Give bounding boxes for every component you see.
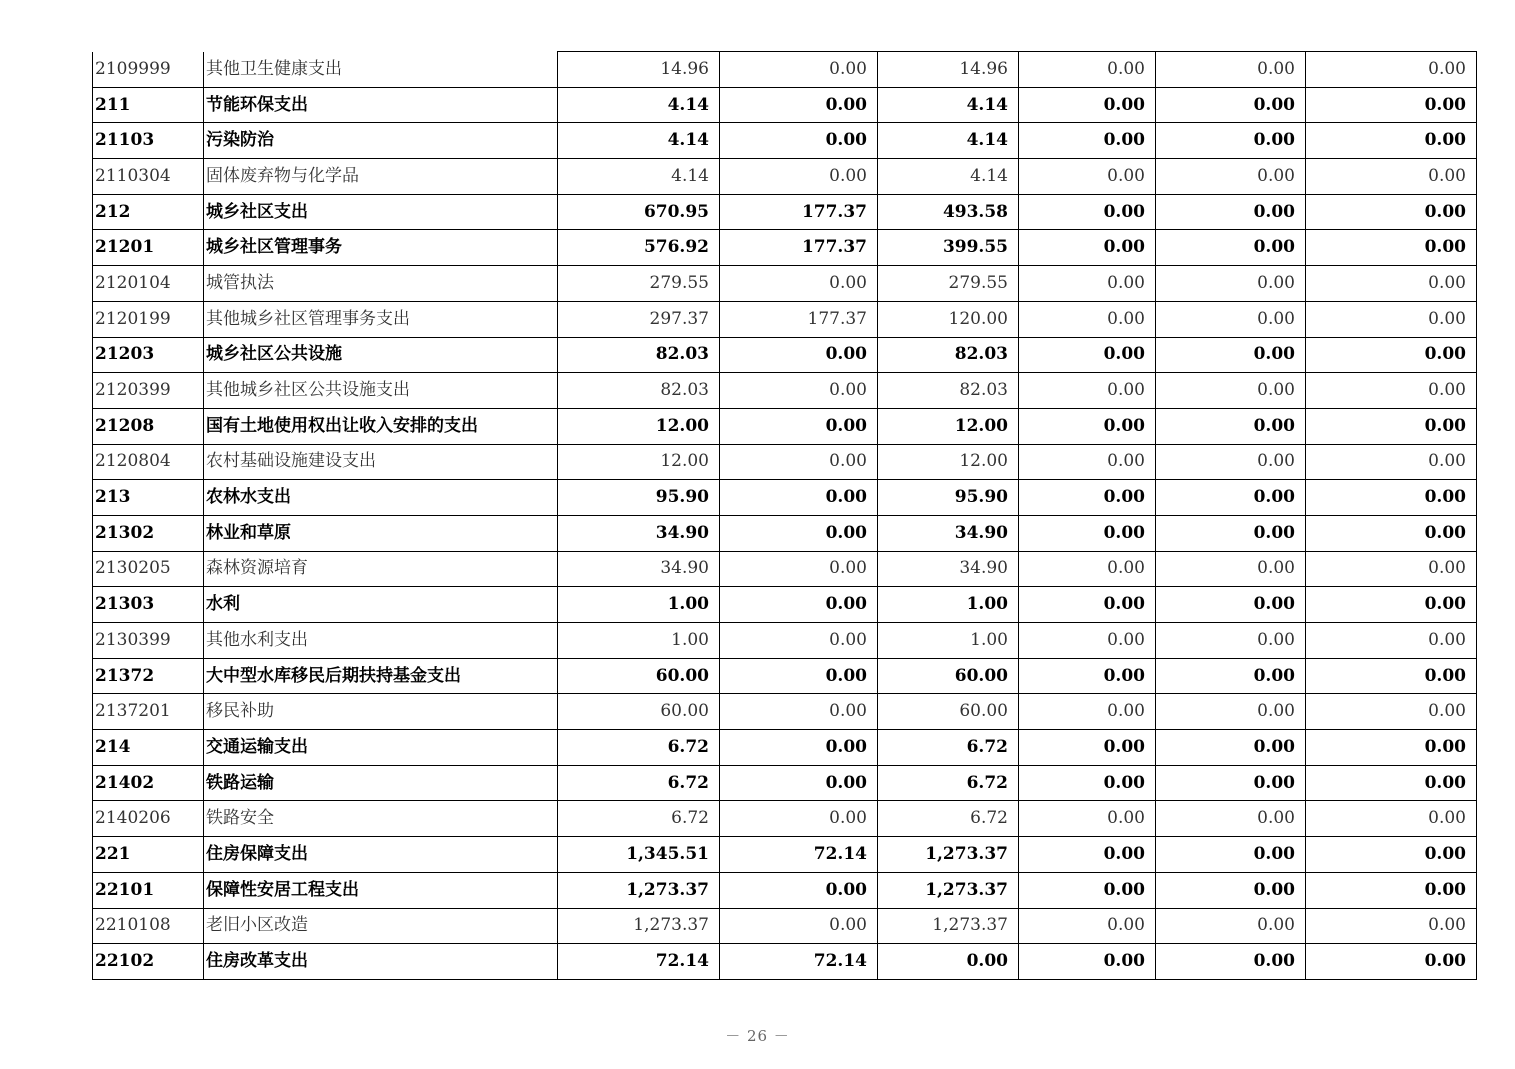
subject-code-cell: 213 [93, 480, 204, 516]
amount-cell: 12.00 [558, 408, 720, 444]
subject-name-cell: 其他城乡社区公共设施支出 [204, 373, 558, 409]
subject-name-cell: 铁路安全 [204, 801, 558, 837]
amount-cell: 0.00 [720, 159, 878, 195]
subject-code-cell: 21208 [93, 408, 204, 444]
amount-cell: 0.00 [1306, 730, 1477, 766]
amount-cell: 0.00 [1156, 266, 1306, 302]
amount-cell: 493.58 [878, 194, 1019, 230]
table-row [93, 408, 1477, 444]
table-row [93, 337, 1477, 373]
amount-cell: 0.00 [1019, 587, 1156, 623]
amount-cell: 279.55 [558, 266, 720, 302]
amount-cell: 6.72 [558, 730, 720, 766]
amount-cell: 1,273.37 [558, 908, 720, 944]
amount-cell: 0.00 [720, 587, 878, 623]
subject-name-cell: 大中型水库移民后期扶持基金支出 [204, 658, 558, 694]
amount-cell: 0.00 [720, 872, 878, 908]
amount-cell: 1.00 [558, 587, 720, 623]
amount-cell: 34.90 [558, 551, 720, 587]
amount-cell: 0.00 [1019, 908, 1156, 944]
amount-cell: 6.72 [878, 765, 1019, 801]
amount-cell: 4.14 [878, 87, 1019, 123]
amount-cell: 0.00 [1019, 444, 1156, 480]
amount-cell: 0.00 [720, 123, 878, 159]
amount-cell: 0.00 [1306, 159, 1477, 195]
amount-cell: 0.00 [1156, 301, 1306, 337]
table-row [93, 52, 1477, 88]
table-row [93, 908, 1477, 944]
amount-cell: 0.00 [1156, 551, 1306, 587]
subject-code-cell: 2120399 [93, 373, 204, 409]
amount-cell: 60.00 [558, 658, 720, 694]
amount-cell: 6.72 [558, 801, 720, 837]
amount-cell: 0.00 [720, 266, 878, 302]
amount-cell: 0.00 [1306, 515, 1477, 551]
subject-code-cell: 2130399 [93, 623, 204, 659]
amount-cell: 1,273.37 [878, 908, 1019, 944]
subject-name-cell: 固体废弃物与化学品 [204, 159, 558, 195]
table-row [93, 944, 1477, 980]
amount-cell: 0.00 [720, 694, 878, 730]
amount-cell: 0.00 [1019, 408, 1156, 444]
amount-cell: 0.00 [720, 87, 878, 123]
amount-cell: 72.14 [720, 837, 878, 873]
amount-cell: 0.00 [1019, 266, 1156, 302]
subject-name-cell: 老旧小区改造 [204, 908, 558, 944]
amount-cell: 0.00 [1019, 480, 1156, 516]
amount-cell: 60.00 [878, 658, 1019, 694]
subject-name-cell: 移民补助 [204, 694, 558, 730]
subject-name-cell: 节能环保支出 [204, 87, 558, 123]
amount-cell: 0.00 [1019, 765, 1156, 801]
amount-cell: 0.00 [720, 908, 878, 944]
amount-cell: 0.00 [1019, 337, 1156, 373]
amount-cell: 34.90 [878, 551, 1019, 587]
amount-cell: 60.00 [558, 694, 720, 730]
amount-cell: 0.00 [1019, 515, 1156, 551]
amount-cell: 0.00 [1156, 587, 1306, 623]
amount-cell: 0.00 [1019, 837, 1156, 873]
amount-cell: 0.00 [1019, 87, 1156, 123]
amount-cell: 1.00 [878, 623, 1019, 659]
amount-cell: 6.72 [878, 801, 1019, 837]
amount-cell: 0.00 [1019, 194, 1156, 230]
amount-cell: 0.00 [720, 515, 878, 551]
amount-cell: 4.14 [878, 159, 1019, 195]
subject-name-cell: 城乡社区管理事务 [204, 230, 558, 266]
subject-name-cell: 铁路运输 [204, 765, 558, 801]
subject-code-cell: 214 [93, 730, 204, 766]
table-row [93, 551, 1477, 587]
amount-cell: 14.96 [878, 52, 1019, 88]
table-row [93, 87, 1477, 123]
amount-cell: 0.00 [1306, 551, 1477, 587]
amount-cell: 12.00 [878, 444, 1019, 480]
amount-cell: 177.37 [720, 301, 878, 337]
table-row [93, 480, 1477, 516]
table-row [93, 266, 1477, 302]
amount-cell: 0.00 [1156, 373, 1306, 409]
subject-code-cell: 22101 [93, 872, 204, 908]
amount-cell: 120.00 [878, 301, 1019, 337]
amount-cell: 576.92 [558, 230, 720, 266]
amount-cell: 82.03 [878, 373, 1019, 409]
amount-cell: 0.00 [1019, 730, 1156, 766]
amount-cell: 14.96 [558, 52, 720, 88]
amount-cell: 0.00 [1306, 801, 1477, 837]
amount-cell: 0.00 [1156, 801, 1306, 837]
amount-cell: 0.00 [720, 801, 878, 837]
amount-cell: 0.00 [1019, 301, 1156, 337]
amount-cell: 0.00 [1156, 408, 1306, 444]
table-row [93, 765, 1477, 801]
amount-cell: 297.37 [558, 301, 720, 337]
amount-cell: 0.00 [1306, 87, 1477, 123]
amount-cell: 4.14 [878, 123, 1019, 159]
subject-code-cell: 21302 [93, 515, 204, 551]
amount-cell: 0.00 [1019, 801, 1156, 837]
amount-cell: 0.00 [1306, 587, 1477, 623]
subject-name-cell: 其他卫生健康支出 [204, 52, 558, 88]
subject-code-cell: 221 [93, 837, 204, 873]
amount-cell: 0.00 [1156, 444, 1306, 480]
amount-cell: 0.00 [1156, 480, 1306, 516]
subject-code-cell: 2120199 [93, 301, 204, 337]
amount-cell: 0.00 [1019, 123, 1156, 159]
subject-name-cell: 住房保障支出 [204, 837, 558, 873]
amount-cell: 399.55 [878, 230, 1019, 266]
table-row [93, 373, 1477, 409]
table-row [93, 159, 1477, 195]
amount-cell: 0.00 [1306, 694, 1477, 730]
amount-cell: 0.00 [1306, 301, 1477, 337]
subject-code-cell: 21103 [93, 123, 204, 159]
amount-cell: 0.00 [1306, 944, 1477, 980]
amount-cell: 0.00 [720, 765, 878, 801]
amount-cell: 0.00 [720, 337, 878, 373]
subject-code-cell: 2140206 [93, 801, 204, 837]
table-body [93, 52, 1477, 980]
amount-cell: 72.14 [558, 944, 720, 980]
amount-cell: 0.00 [720, 551, 878, 587]
table-row [93, 872, 1477, 908]
table-row [93, 515, 1477, 551]
subject-code-cell: 2109999 [93, 52, 204, 88]
amount-cell: 0.00 [720, 373, 878, 409]
amount-cell: 0.00 [720, 444, 878, 480]
amount-cell: 0.00 [1306, 408, 1477, 444]
amount-cell: 0.00 [878, 944, 1019, 980]
amount-cell: 0.00 [1306, 623, 1477, 659]
amount-cell: 1,273.37 [558, 872, 720, 908]
amount-cell: 0.00 [1306, 194, 1477, 230]
page-number: － 26 － [725, 1027, 790, 1045]
amount-cell: 4.14 [558, 87, 720, 123]
table-row [93, 230, 1477, 266]
amount-cell: 0.00 [1156, 908, 1306, 944]
subject-code-cell: 212 [93, 194, 204, 230]
amount-cell: 0.00 [1156, 52, 1306, 88]
subject-name-cell: 住房改革支出 [204, 944, 558, 980]
amount-cell: 0.00 [1156, 944, 1306, 980]
amount-cell: 34.90 [878, 515, 1019, 551]
subject-name-cell: 其他城乡社区管理事务支出 [204, 301, 558, 337]
subject-name-cell: 城管执法 [204, 266, 558, 302]
amount-cell: 0.00 [1019, 551, 1156, 587]
amount-cell: 0.00 [1306, 230, 1477, 266]
subject-name-cell: 城乡社区公共设施 [204, 337, 558, 373]
amount-cell: 1.00 [878, 587, 1019, 623]
amount-cell: 0.00 [1019, 52, 1156, 88]
amount-cell: 177.37 [720, 230, 878, 266]
amount-cell: 0.00 [720, 408, 878, 444]
subject-code-cell: 21402 [93, 765, 204, 801]
amount-cell: 0.00 [1306, 908, 1477, 944]
amount-cell: 0.00 [720, 480, 878, 516]
amount-cell: 0.00 [1019, 694, 1156, 730]
amount-cell: 0.00 [1019, 623, 1156, 659]
amount-cell: 0.00 [1019, 159, 1156, 195]
amount-cell: 4.14 [558, 159, 720, 195]
amount-cell: 0.00 [1156, 872, 1306, 908]
amount-cell: 0.00 [1156, 87, 1306, 123]
subject-name-cell: 污染防治 [204, 123, 558, 159]
amount-cell: 0.00 [1156, 694, 1306, 730]
table-row [93, 301, 1477, 337]
amount-cell: 1,273.37 [878, 872, 1019, 908]
amount-cell: 0.00 [720, 658, 878, 694]
amount-cell: 1,345.51 [558, 837, 720, 873]
amount-cell: 0.00 [1156, 765, 1306, 801]
subject-code-cell: 2120104 [93, 266, 204, 302]
subject-name-cell: 其他水利支出 [204, 623, 558, 659]
subject-name-cell: 交通运输支出 [204, 730, 558, 766]
amount-cell: 60.00 [878, 694, 1019, 730]
subject-code-cell: 2130205 [93, 551, 204, 587]
subject-name-cell: 城乡社区支出 [204, 194, 558, 230]
amount-cell: 0.00 [1156, 123, 1306, 159]
amount-cell: 82.03 [558, 373, 720, 409]
amount-cell: 0.00 [1019, 230, 1156, 266]
amount-cell: 0.00 [1306, 266, 1477, 302]
table-row [93, 694, 1477, 730]
amount-cell: 0.00 [720, 623, 878, 659]
amount-cell: 0.00 [1019, 658, 1156, 694]
table-row [93, 658, 1477, 694]
amount-cell: 0.00 [1306, 373, 1477, 409]
subject-code-cell: 21372 [93, 658, 204, 694]
subject-code-cell: 2110304 [93, 159, 204, 195]
subject-code-cell: 2137201 [93, 694, 204, 730]
amount-cell: 670.95 [558, 194, 720, 230]
amount-cell: 0.00 [1156, 658, 1306, 694]
amount-cell: 0.00 [1306, 52, 1477, 88]
amount-cell: 34.90 [558, 515, 720, 551]
subject-name-cell: 国有土地使用权出让收入安排的支出 [204, 408, 558, 444]
amount-cell: 6.72 [558, 765, 720, 801]
amount-cell: 0.00 [1306, 765, 1477, 801]
amount-cell: 0.00 [1306, 444, 1477, 480]
amount-cell: 0.00 [1306, 123, 1477, 159]
amount-cell: 177.37 [720, 194, 878, 230]
table-row [93, 194, 1477, 230]
amount-cell: 0.00 [1156, 515, 1306, 551]
table-row [93, 837, 1477, 873]
amount-cell: 0.00 [1156, 730, 1306, 766]
amount-cell: 82.03 [558, 337, 720, 373]
subject-code-cell: 22102 [93, 944, 204, 980]
table-row [93, 444, 1477, 480]
subject-code-cell: 21201 [93, 230, 204, 266]
subject-name-cell: 农村基础设施建设支出 [204, 444, 558, 480]
amount-cell: 1,273.37 [878, 837, 1019, 873]
amount-cell: 4.14 [558, 123, 720, 159]
amount-cell: 0.00 [1156, 623, 1306, 659]
amount-cell: 0.00 [720, 730, 878, 766]
table-row [93, 123, 1477, 159]
subject-code-cell: 2120804 [93, 444, 204, 480]
budget-expenditure-table [92, 51, 1477, 980]
amount-cell: 12.00 [878, 408, 1019, 444]
amount-cell: 72.14 [720, 944, 878, 980]
subject-code-cell: 21303 [93, 587, 204, 623]
table-row [93, 801, 1477, 837]
amount-cell: 0.00 [1156, 230, 1306, 266]
amount-cell: 95.90 [558, 480, 720, 516]
amount-cell: 95.90 [878, 480, 1019, 516]
table-row [93, 730, 1477, 766]
subject-code-cell: 2210108 [93, 908, 204, 944]
amount-cell: 0.00 [1156, 194, 1306, 230]
amount-cell: 6.72 [878, 730, 1019, 766]
amount-cell: 0.00 [1156, 337, 1306, 373]
amount-cell: 0.00 [1306, 872, 1477, 908]
subject-code-cell: 21203 [93, 337, 204, 373]
amount-cell: 0.00 [1306, 480, 1477, 516]
subject-name-cell: 水利 [204, 587, 558, 623]
amount-cell: 0.00 [1019, 944, 1156, 980]
table-row [93, 587, 1477, 623]
subject-code-cell: 211 [93, 87, 204, 123]
amount-cell: 0.00 [1156, 837, 1306, 873]
amount-cell: 0.00 [1156, 159, 1306, 195]
subject-name-cell: 农林水支出 [204, 480, 558, 516]
amount-cell: 0.00 [720, 52, 878, 88]
table-row [93, 623, 1477, 659]
amount-cell: 1.00 [558, 623, 720, 659]
subject-name-cell: 森林资源培育 [204, 551, 558, 587]
amount-cell: 279.55 [878, 266, 1019, 302]
amount-cell: 0.00 [1019, 373, 1156, 409]
subject-name-cell: 林业和草原 [204, 515, 558, 551]
amount-cell: 0.00 [1019, 872, 1156, 908]
amount-cell: 12.00 [558, 444, 720, 480]
amount-cell: 0.00 [1306, 837, 1477, 873]
subject-name-cell: 保障性安居工程支出 [204, 872, 558, 908]
amount-cell: 0.00 [1306, 337, 1477, 373]
amount-cell: 0.00 [1306, 658, 1477, 694]
amount-cell: 82.03 [878, 337, 1019, 373]
